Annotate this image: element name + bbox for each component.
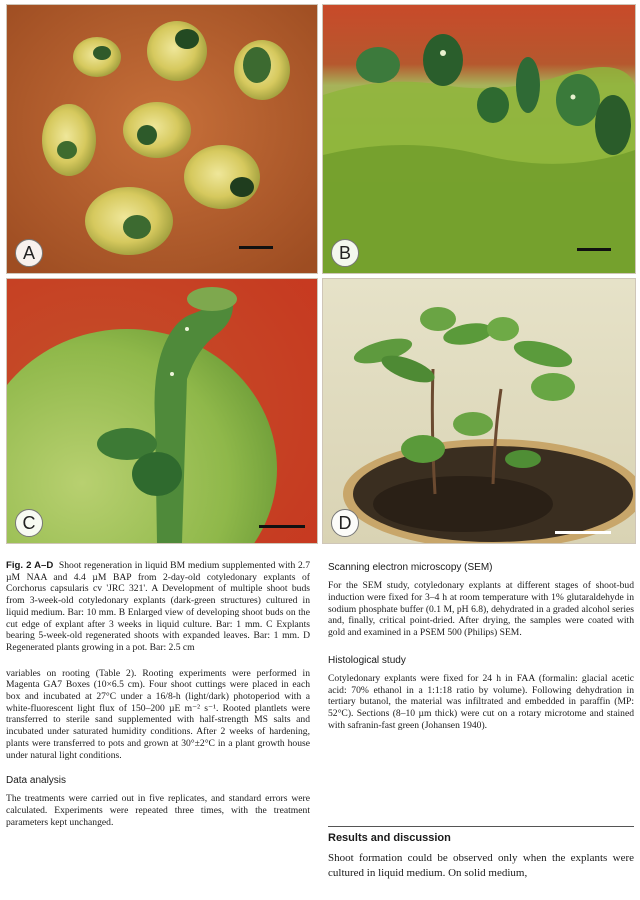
sem-heading: Scanning electron microscopy (SEM) bbox=[328, 562, 493, 573]
photo-explant-clusters bbox=[7, 5, 317, 273]
section-divider bbox=[328, 826, 634, 827]
caption-text: Shoot regeneration in liquid BM medium supplemented with 2.7 µM NAA and 4.4 µM BAP from 2-day-old cotyledonary explants of Corchorus capsularis cv 'JRC 321'. A Development of multiple shoot buds from 3-week-old cotyledonary explants (dark-green structures) cultured in liquid medium. Bar: 10 mm. B Enlarged view of developing shoot buds on the cut edge of explant after 3 weeks in liquid culture. Bar: 1 mm. C Explants bearing 5-week-old regenerated shoots with expanded leaves. Bar: 1 mm. D Regenerated plants growing in a pot. Bar: 2.5 cm bbox=[6, 560, 311, 653]
results-text: Shoot formation could be observed only when the explants were cultured in liquid medium. On solid medium, bbox=[328, 852, 634, 879]
results-section bbox=[328, 832, 634, 886]
panel-label: C bbox=[15, 509, 43, 537]
scale-bar bbox=[577, 248, 611, 251]
figure-panel-d bbox=[322, 278, 636, 544]
figure-panel-b bbox=[322, 4, 636, 274]
scale-bar bbox=[259, 525, 305, 528]
histological-text: Cotyledonary explants were fixed for 24 h in FAA (formalin: glacial acetic acid: 70% ethanol in a 1:1:18 ratio by volume). Following dehydration in tertiary butanol, the material was infiltrated and embedded in paraffin (MP: 52°C). Sections (8–10 µm thick) were cut on a rotary microtome and stained with safranin-fast green (Johansen 1940). bbox=[328, 672, 634, 731]
sem-text: For the SEM study, cotyledonary explants at different stages of shoot-bud induction were fixed for 3–4 h at room temperature with 1% glutaraldehyde in sodium phosphate buffer (0.1 M, pH 6.8), dehydrated in a graded alcohol series and, finally, critical point-dried. After drying, the samples were coated with gold and examined in a PSEM 500 (Philips) SEM. bbox=[328, 580, 634, 638]
panel-label: A bbox=[15, 239, 43, 267]
right-column bbox=[328, 562, 634, 737]
panel-label: D bbox=[331, 509, 359, 537]
photo-regenerated-shoots bbox=[7, 279, 317, 543]
photo-potted-plants bbox=[323, 279, 635, 543]
data-analysis-heading: Data analysis bbox=[6, 775, 67, 787]
figure-caption bbox=[6, 560, 310, 654]
left-column bbox=[6, 560, 310, 835]
results-heading: Results and discussion bbox=[328, 832, 451, 844]
photo-shoot-buds-edge bbox=[323, 5, 635, 273]
histological-heading: Histological study bbox=[328, 654, 406, 666]
scale-bar bbox=[555, 531, 611, 534]
scale-bar bbox=[239, 246, 273, 249]
caption-title: Fig. 2 A–D bbox=[6, 560, 54, 571]
panel-label: B bbox=[331, 239, 359, 267]
figure-panel-c bbox=[6, 278, 318, 544]
data-analysis-text: The treatments were carried out in five replicates, and standard errors were calculated. Experiments were repeated three times, with the treatment parameters kept unchanged. bbox=[6, 793, 310, 828]
figure-panel-a bbox=[6, 4, 318, 274]
rooting-paragraph: variables on rooting (Table 2). Rooting experiments were performed in Magenta GA7 Boxes (10×6.5 cm). Four shoot cuttings were placed in each box and incubated at 27°C under a 16/8-h (light/dark) photoperiod with a white-fluorescent light flux of 150–200 µE m⁻² s⁻¹. Rooted plantlets were transferred to sterile sand supplemented with half-strength MS salts and incubated under saturated humidity conditions. After 2 weeks of hardening, plants were transferred to pots and grown at 30°±2°C in a plant growth house under natural light conditions. bbox=[6, 667, 310, 761]
